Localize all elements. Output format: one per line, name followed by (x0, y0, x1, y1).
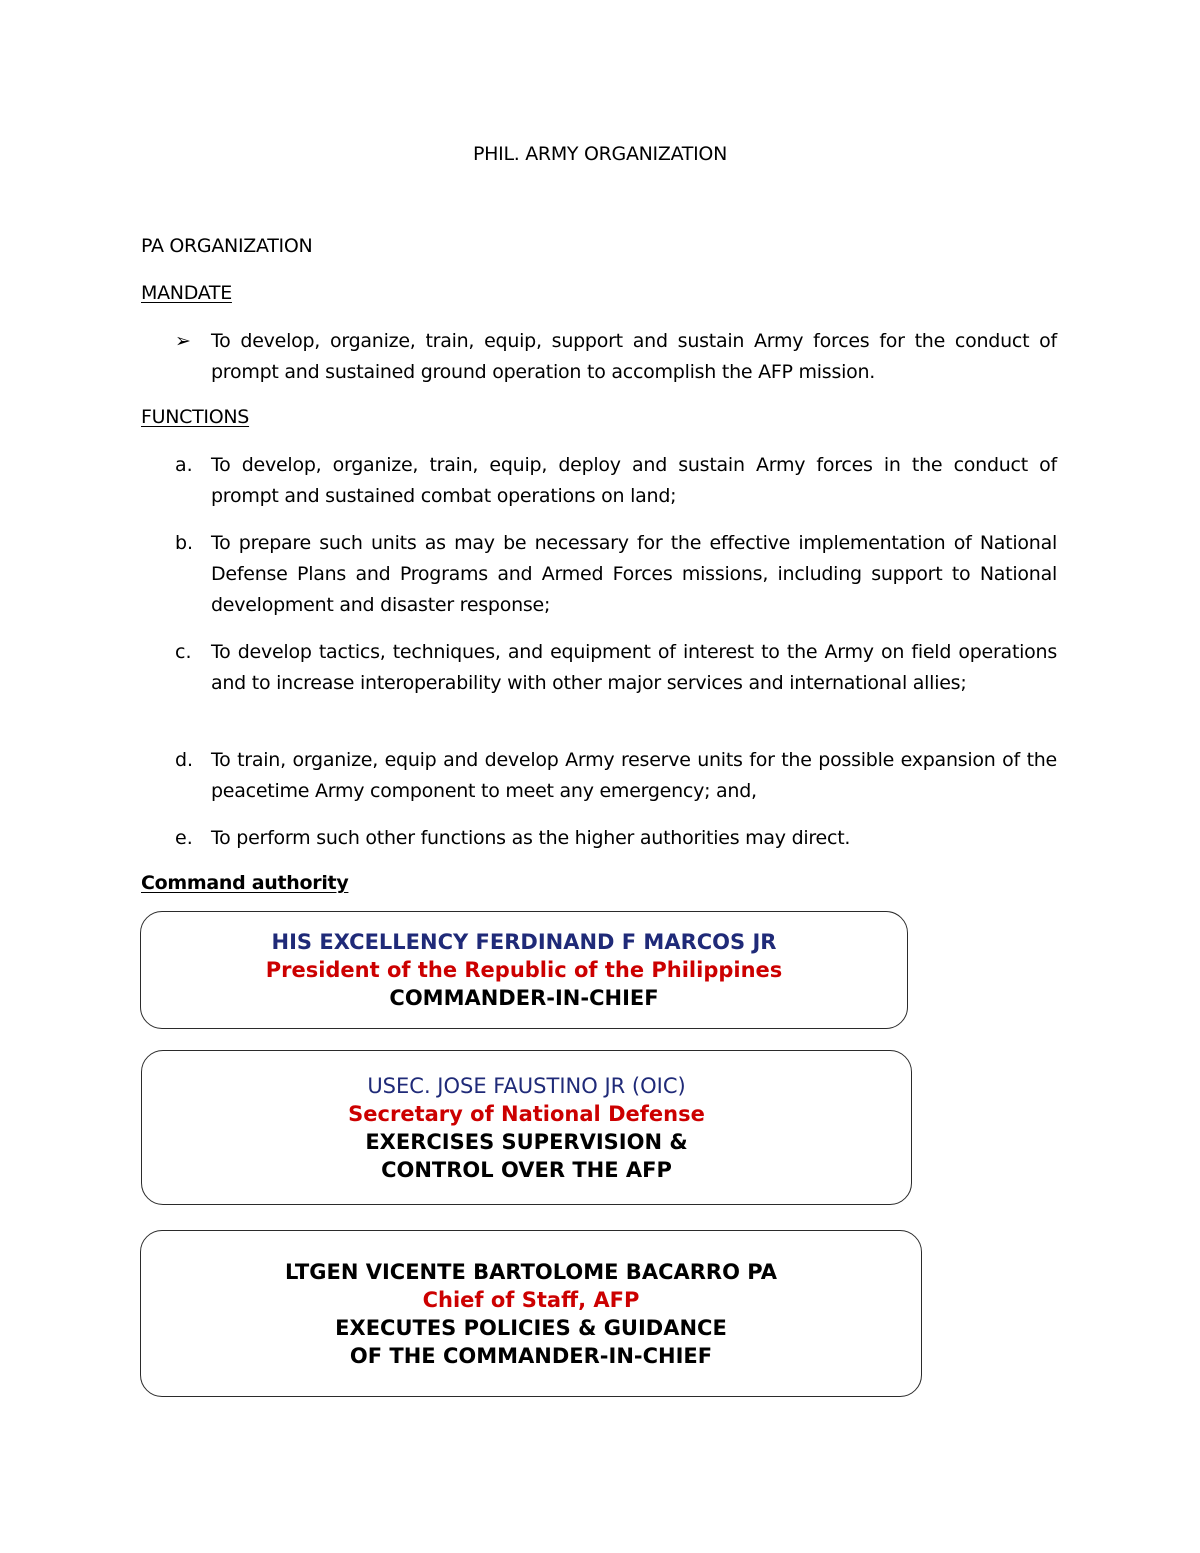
command-authority-heading: Command authority (141, 872, 349, 894)
list-marker: a. (175, 454, 193, 476)
official-role: CONTROL OVER THE AFP (381, 1157, 672, 1182)
list-item: To develop, organize, train, equip, deploy and sustain Army forces in the conduct of prompt and sustained combat operations on land; (211, 454, 1057, 507)
official-position: Chief of Staff, AFP (422, 1287, 640, 1312)
list-item: To prepare such units as may be necessary for the effective implementation of National Defense Plans and Programs and Armed Forces missions, including support to National development and disaster response; (211, 532, 1057, 616)
official-role: COMMANDER-IN-CHIEF (389, 986, 659, 1010)
list-item: To develop tactics, techniques, and equipment of interest to the Army on field operations and to increase interoperability with other major services and international allies; (211, 641, 1057, 694)
page-title: PHIL. ARMY ORGANIZATION (473, 143, 727, 165)
official-role: OF THE COMMANDER-IN-CHIEF (349, 1343, 713, 1368)
official-position: Secretary of National Defense (348, 1101, 705, 1126)
official-name: USEC. JOSE FAUSTINO JR (OIC) (367, 1073, 686, 1098)
chief-of-staff-box (140, 1230, 922, 1397)
functions-heading: FUNCTIONS (141, 406, 250, 428)
secretary-defense-box (141, 1050, 912, 1205)
mandate-text: To develop, organize, train, equip, support and sustain Army forces for the conduct of prompt and sustained ground operation to accomplish the AFP mission. (211, 330, 1057, 383)
mandate-heading: MANDATE (141, 282, 232, 304)
official-name: HIS EXCELLENCY FERDINAND F MARCOS JR (271, 930, 777, 954)
section-heading: PA ORGANIZATION (141, 235, 313, 257)
list-marker: d. (175, 749, 194, 771)
list-item: To train, organize, equip and develop Army reserve units for the possible expansion of the peacetime Army component to meet any emergency; and, (211, 749, 1057, 802)
list-item: To perform such other functions as the higher authorities may direct. (211, 827, 851, 849)
official-role: EXERCISES SUPERVISION & (365, 1129, 688, 1154)
commander-in-chief-box (140, 911, 908, 1029)
list-marker: b. (175, 532, 194, 554)
list-marker: c. (175, 641, 192, 663)
official-position: President of the Republic of the Philippines (265, 958, 783, 982)
official-role: EXECUTES POLICIES & GUIDANCE (335, 1315, 727, 1340)
list-marker: e. (175, 827, 193, 849)
arrow-bullet-icon: ➢ (175, 330, 191, 352)
official-name: LTGEN VICENTE BARTOLOME BACARRO PA (285, 1259, 777, 1284)
